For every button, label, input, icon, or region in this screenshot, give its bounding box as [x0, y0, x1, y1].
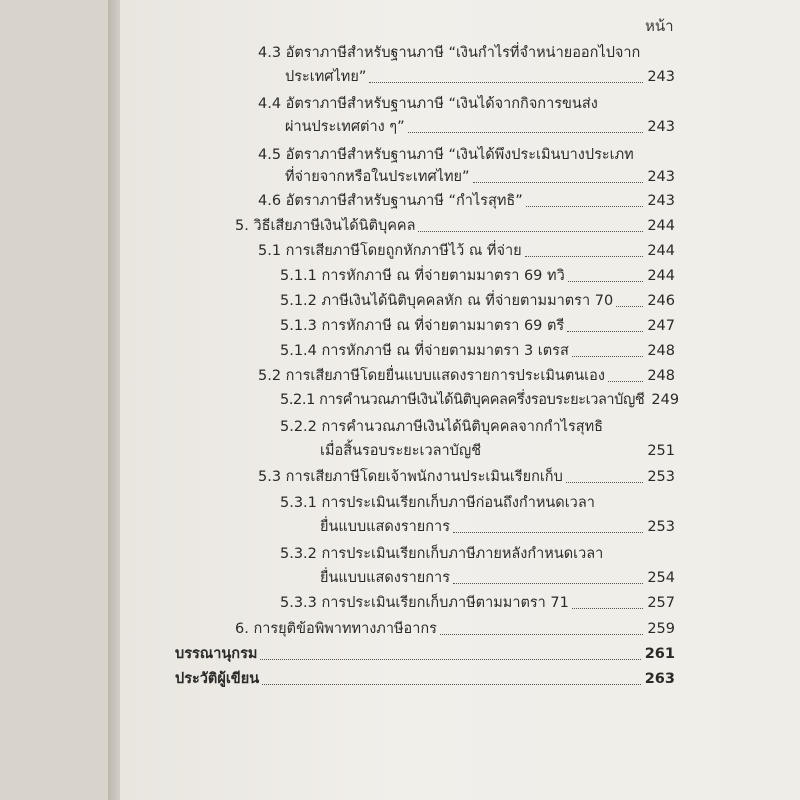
- toc-page-number: 244: [647, 243, 675, 259]
- toc-page-number: 253: [647, 469, 675, 485]
- toc-page-number: 254: [647, 570, 675, 586]
- dot-leader: [262, 684, 641, 685]
- toc-page-number: 243: [647, 169, 675, 185]
- toc-page-number: 243: [647, 193, 675, 209]
- dot-leader: [567, 331, 643, 332]
- dot-leader: [568, 281, 644, 282]
- toc-entry-4-3: [258, 42, 678, 64]
- toc-entry-text: 4.4 อัตราภาษีสำหรับฐานภาษี “เงินได้จากกิจการขนส่ง: [258, 96, 598, 112]
- toc-entry-5-3: [258, 466, 675, 488]
- toc-entry-text: ประเทศไทย”: [285, 69, 367, 85]
- toc-entry-5-2-2-cont: [320, 440, 675, 462]
- toc-page-number: 263: [644, 671, 675, 687]
- toc-entry-text: 5.3.1 การประเมินเรียกเก็บภาษีก่อนถึงกำหนดเวลา: [280, 495, 595, 511]
- toc-page-number: 248: [647, 368, 675, 384]
- toc-page-number: 261: [644, 646, 675, 662]
- toc-page-number: 244: [647, 218, 675, 234]
- toc-entry-5-2-1: [280, 389, 680, 411]
- toc-page-number: 249: [651, 392, 680, 408]
- toc-entry-text: ยื่นแบบแสดงรายการ: [320, 570, 450, 586]
- dot-leader: [484, 456, 643, 457]
- dot-leader: [369, 82, 643, 83]
- dot-leader: [608, 381, 643, 382]
- toc-entry-text: 4.6 อัตราภาษีสำหรับฐานภาษี “กำไรสุทธิ”: [258, 193, 523, 209]
- dot-leader: [473, 182, 644, 183]
- toc-page-number: 259: [647, 621, 675, 637]
- toc-entry-5-3-1-cont: [320, 516, 675, 538]
- dot-leader: [616, 306, 643, 307]
- toc-entry-text: ยื่นแบบแสดงรายการ: [320, 519, 450, 535]
- toc-entry-5-1-4: [280, 340, 675, 362]
- toc-page-number: 247: [647, 318, 675, 334]
- toc-page-number: 251: [647, 443, 675, 459]
- toc-entry-5-1-2: [280, 290, 675, 312]
- toc-page-number: 246: [647, 293, 675, 309]
- toc-entry-text: 5.3.2 การประเมินเรียกเก็บภาษีภายหลังกำหนดเวลา: [280, 546, 604, 562]
- toc-entry-text: 5.1.2 ภาษีเงินได้นิติบุคคลหัก ณ ที่จ่ายตามมาตรา 70: [280, 293, 614, 309]
- toc-entry-text: ที่จ่ายจากหรือในประเทศไทย”: [285, 169, 470, 185]
- toc-entry-text: 5.1.3 การหักภาษี ณ ที่จ่ายตามมาตรา 69 ตรี: [280, 318, 565, 334]
- toc-entry-4-5: [258, 144, 678, 166]
- toc-entry-bibliography: [175, 643, 675, 665]
- toc-entry-6: [235, 618, 675, 640]
- toc-entry-4-4-cont: [285, 116, 675, 138]
- toc-entry-text: 4.5 อัตราภาษีสำหรับฐานภาษี “เงินได้พึงประเมินบางประเภท: [258, 147, 634, 163]
- toc-page-number: 253: [647, 519, 675, 535]
- toc-page-number: 248: [647, 343, 675, 359]
- toc-entry-author-bio: [175, 668, 675, 690]
- toc-entry-4-3-cont: [285, 66, 675, 88]
- dot-leader: [572, 356, 644, 357]
- toc-page-number: 244: [647, 268, 675, 284]
- dot-leader: [453, 583, 643, 584]
- dot-leader: [418, 231, 643, 232]
- toc-entry-5-1: [258, 240, 675, 262]
- toc-entry-text: 5.3.3 การประเมินเรียกเก็บภาษีตามมาตรา 71: [280, 595, 569, 611]
- toc-entry-5-3-1: [280, 492, 675, 514]
- toc-page-number: 243: [647, 69, 675, 85]
- dot-leader: [260, 659, 640, 660]
- toc-entry-text: 5.2 การเสียภาษีโดยยื่นแบบแสดงรายการประเมินตนเอง: [258, 368, 605, 384]
- toc-entry-text: เมื่อสิ้นรอบระยะเวลาบัญชี: [320, 443, 482, 459]
- toc-entry-5-2: [258, 365, 675, 387]
- toc-entry-text: 5.1.1 การหักภาษี ณ ที่จ่ายตามมาตรา 69 ทวิ: [280, 268, 565, 284]
- toc-entry-5-3-2-cont: [320, 567, 675, 589]
- dot-leader: [408, 132, 644, 133]
- toc-entry-text: ผ่านประเทศต่าง ๆ”: [285, 119, 405, 135]
- toc-entry-text: 6. การยุติข้อพิพาททางภาษีอากร: [235, 621, 437, 637]
- toc-entry-text: 5.2.1 การคำนวณภาษีเงินได้นิติบุคคลครึ่งรอบระยะเวลาบัญชี: [280, 392, 645, 408]
- toc-entry-5-3-2: [280, 543, 675, 565]
- page-column-label: หน้า: [645, 17, 674, 35]
- dot-leader: [526, 206, 644, 207]
- toc-entry-4-5-cont: [285, 166, 675, 188]
- toc-entry-5-1-3: [280, 315, 675, 337]
- toc-entry-5-3-3: [280, 592, 675, 614]
- toc-entry-text: 5.2.2 การคำนวณภาษีเงินได้นิติบุคคลจากกำไรสุทธิ: [280, 419, 603, 435]
- toc-entry-4-6: [258, 190, 675, 212]
- toc-page-number: 243: [647, 119, 675, 135]
- toc-entry-text: 4.3 อัตราภาษีสำหรับฐานภาษี “เงินกำไรที่จำหน่ายออกไปจาก: [258, 45, 641, 61]
- dot-leader: [572, 608, 643, 609]
- toc-entry-5: [235, 215, 675, 237]
- toc-entry-text: 5. วิธีเสียภาษีเงินได้นิติบุคคล: [235, 218, 416, 234]
- toc-entry-text: ประวัติผู้เขียน: [175, 671, 260, 687]
- toc-entry-4-4: [258, 93, 678, 115]
- toc-entry-text: 5.3 การเสียภาษีโดยเจ้าพนักงานประเมินเรียกเก็บ: [258, 469, 563, 485]
- toc-entry-5-2-2: [280, 416, 675, 438]
- toc-page-number: 257: [647, 595, 675, 611]
- toc-entry-text: 5.1 การเสียภาษีโดยถูกหักภาษีไว้ ณ ที่จ่าย: [258, 243, 522, 259]
- dot-leader: [525, 256, 644, 257]
- dot-leader: [566, 482, 644, 483]
- toc-entry-5-1-1: [280, 265, 675, 287]
- dot-leader: [440, 634, 643, 635]
- dot-leader: [453, 532, 643, 533]
- toc-entry-text: บรรณานุกรม: [175, 646, 258, 662]
- toc-entry-text: 5.1.4 การหักภาษี ณ ที่จ่ายตามมาตรา 3 เตรส: [280, 343, 569, 359]
